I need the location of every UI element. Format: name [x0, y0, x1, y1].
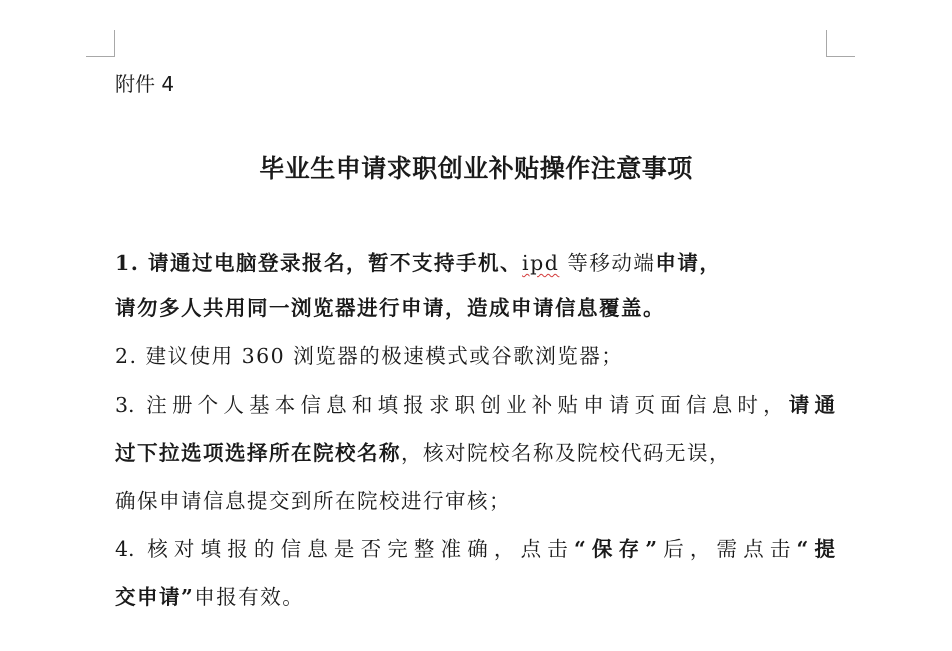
item1-line1	[115, 248, 835, 278]
item4-text-valid: 申报有效。	[194, 585, 305, 609]
item4-line1	[115, 534, 835, 564]
item3-text-verify: ，核对院校名称及院校代码无误，	[401, 441, 731, 465]
item3-line3: 确保申请信息提交到所在院校进行审核；	[115, 489, 511, 513]
item3-text-bold-select: 过下拉选项选择所在院校名称	[115, 441, 401, 465]
attachment-label: 附件 4	[115, 72, 175, 96]
document-title: 毕业生申请求职创业补贴操作注意事项	[259, 154, 693, 183]
item1-text-bold-end: 申请，	[655, 251, 722, 275]
item1-text-normal: 等移动端	[559, 251, 656, 275]
page-corner-mark-top-right	[826, 30, 855, 57]
item4-submit-text-start: “提	[796, 537, 836, 561]
item3-text-normal: 3. 注册个人基本信息和填报求职创业补贴申请页面信息时，	[115, 393, 789, 417]
item1-text-bold: 1. 请通过电脑登录报名，暂不支持手机、	[115, 251, 523, 275]
item4-submit-text-end: 交申请”	[115, 585, 195, 609]
item3-text-bold: 请通	[788, 393, 835, 417]
item4-line2	[115, 582, 835, 612]
item4-text-after: 后，需点击	[657, 537, 797, 561]
page-corner-mark-top-left	[86, 30, 115, 57]
item1-ipd-text: ipd	[522, 251, 560, 275]
item4-save-text: “保存”	[573, 537, 658, 561]
item2-line1: 2. 建议使用 360 浏览器的极速模式或谷歌浏览器；	[115, 344, 624, 368]
item3-line1	[115, 390, 835, 420]
item3-line2	[115, 438, 835, 468]
item4-text-normal: 4. 核对填报的信息是否完整准确，点击	[115, 537, 574, 561]
item1-line2: 请勿多人共用同一浏览器进行申请，造成申请信息覆盖。	[115, 296, 665, 320]
